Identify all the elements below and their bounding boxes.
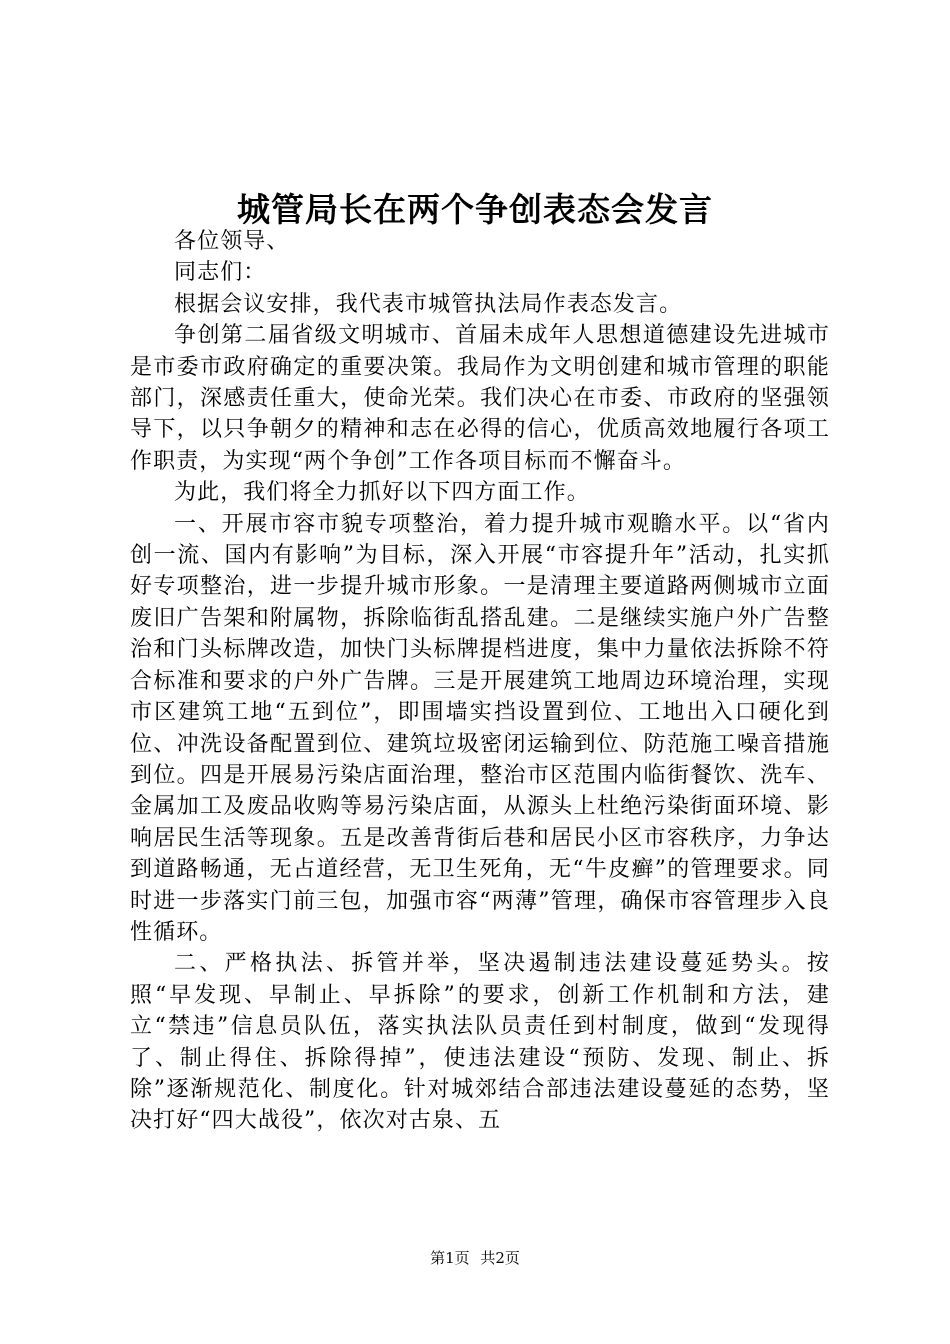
paragraph-overview: 为此，我们将全力抓好以下四方面工作。: [174, 480, 590, 506]
paragraph-section-1: 一、开展市容市貌专项整治，着力提升城市观瞻水平。以“省内创一流、国内有影响”为目标，深入开展“市容提升年”活动，扎实抓好专项整治，进一步提升城市形象。一是清理主要道路两侧城市立面废旧广告架和附属物，拆除临街乱搭乱建。二是继续实施户外广告整治和门头标牌改造，加快门头标牌提档进度，集中力量依法拆除不符合标准和要求的户外广告牌。三是开展建筑工地周边环境治理，实现市区建筑工地“五到位”，即围墙实挡设置到位、工地出入口硬化到位、冲洗设备配置到位、建筑垃圾密闭运输到位、防范施工噪音措施到位。四是开展易污染店面治理，整治市区范围内临街餐饮、洗车、金属加工及废品收购等易污染店面，从源头上杜绝污染街面环境、影响居民生活等现象。五是改善背街后巷和居民小区市容秩序，力争达到道路畅通，无占道经营，无卫生死角，无“牛皮癣”的管理要求。同时进一步落实门前三包，加强市容“两薄”管理，确保市容管理步入良性循环。: [130, 511, 830, 945]
salutation-line-2: 同志们：: [174, 260, 267, 286]
paragraph-section-2: 二、严格执法、拆管并举，坚决遏制违法建设蔓延势头。按照“早发现、早制止、早拆除”的要求，创新工作机制和方法，建立“禁违”信息员队伍，落实执法队员责任到村制度，做到“发现得了、制止得住、拆除得掉”，使违法建设“预防、发现、制止、拆除”逐渐规范化、制度化。针对城郊结合部违法建设蔓延的态势，坚决打好“四大战役”，依次对古泉、五: [130, 951, 830, 1134]
salutation-line-1: 各位领导、: [174, 229, 290, 254]
page-total: 共2页: [480, 1249, 520, 1267]
document-title: 城管局长在两个争创表态会发言: [237, 190, 713, 229]
document-body: [130, 226, 830, 1137]
paragraph-background: 争创第二届省级文明城市、首届未成年人思想道德建设先进城市是市委市政府确定的重要决策。我局作为文明创建和城市管理的职能部门，深感责任重大，使命光荣。我们决心在市委、市政府的坚强领导下，以只争朝夕的精神和志在必得的信心，优质高效地履行各项工作职责，为实现“两个争创”工作各项目标而不懈奋斗。: [130, 323, 830, 474]
page-number: 第1页: [430, 1249, 470, 1267]
page-footer: [0, 1248, 950, 1268]
paragraph-intro: 根据会议安排，我代表市城管执法局作表态发言。: [174, 291, 683, 317]
